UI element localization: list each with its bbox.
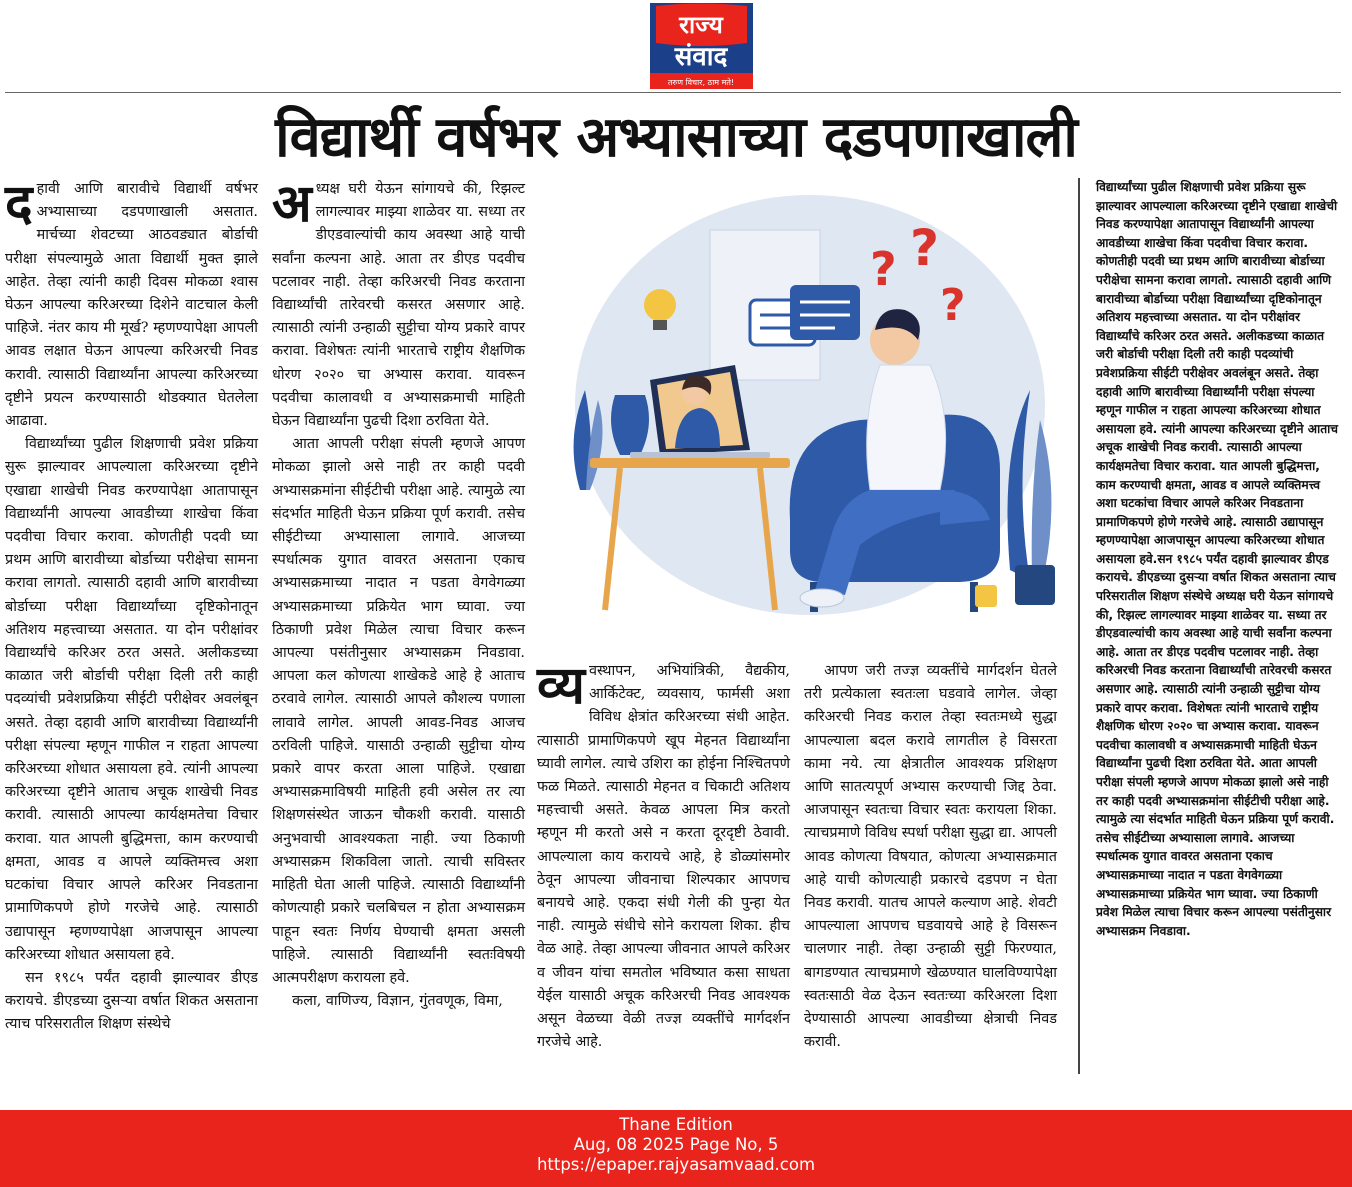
sidebar-text: विद्यार्थ्यांच्या पुढील शिक्षणाची प्रवेश प्रक्रिया सुरू झाल्यावर आपल्याला करिअरच्या दृष्टीने एखाद्या शाखेची निवड करण्यापेक्षा आतापासून विद्यार्थ्यांनी आपल्या आवडीच्या शाखेचा किंवा पदवीचा विचार करावा. कोणतीही पदवी घ्या प्रथम आणि बारावीच्या बोर्डाच्या परीक्षेचा सामना करावा लागतो. त्यासाठी दहावी आणि बारावीच्या बोर्डाच्या परीक्षा विद्यार्थ्यांच्या दृष्टिकोनातून अतिशय महत्त्वाच्या असतात. या दोन परीक्षांवर विद्यार्थ्यांचे करिअर ठरत असते. अलीकडच्या काळात जरी बोर्डाची परीक्षा दिली तरी काही पदव्यांची प्रवेशप्रक्रिया सीईटी परीक्षेवर अवलंबून असते. तेव्हा दहावी आणि बारावीच्या विद्यार्थ्यांनी परीक्षा संपल्या म्हणून गाफील न राहता आपल्या करिअरच्या शोधात असायला हवे. त्यांनी आपल्या करिअरच्या दृष्टीने आताच अचूक शाखेची निवड करावी. त्यासाठी आपल्या कार्यक्षमतेचा विचार करावा. यात आपली बुद्धिमत्ता, काम करण्याची क्षमता, आवड व आपले व्यक्तिमत्त्व अशा घटकांचा विचार आपले करिअर निवडताना प्रामाणिकपणे होणे गरजेचे आहे. त्यासाठी उद्यापासून म्हणण्यापेक्षा आजपासून आपल्या करिअरच्या शोधात असायला हवे.सन १९८५ पर्यंत दहावी झाल्यावर डीएड करायचे. डीएडच्या दुसऱ्या वर्षात शिकत असताना त्याच परिसरातील शिक्षण संस्थेचे अध्यक्ष घरी येऊन सांगायचे की, रिझल्ट लागल्यावर माझ्या शाळेवर या. सध्या तर डीएडवाल्यांची काय अवस्था आहे याची सर्वांना कल्पना आहे. आता तर डीएड पदवीच पटलावर नाही. तेव्हा करिअरची निवड करताना विद्यार्थ्यांची तारेवरची कसरत असणार आहे. त्यासाठी त्यांनी उन्हाळी सुट्टीचा योग्य प्रकारे वापर करावा. विशेषतः त्यांनी भारताचे राष्ट्रीय शैक्षणिक धोरण २०२० चा अभ्यास करावा. यावरून पदवीचा कालावधी व अभ्यासक्रमाची माहिती घेऊन विद्यार्थ्यांना पुढची दिशा ठरविता येते. आता आपली परीक्षा संपली म्हणजे आपण मोकळा झालो असे नाही तर काही पदवी अभ्यासक्रमांना सीईटीची परीक्षा आहे. त्यामुळे त्या संदर्भात माहिती घेऊन प्रक्रिया पूर्ण करावी. तसेच सीईटीच्या अभ्यासाला लागावे. आजच्या स्पर्धात्मक युगात वावरत असताना एकाच अभ्यासक्रमाच्या नादात न पडता वेगवेगळ्या अभ्यासक्रमाच्या प्रक्रियेत भाग घ्यावा. ज्या ठिकाणी प्रवेश मिळेल त्याचा विचार करून आपल्या पसंतीनुसार अभ्यासक्रम निवडावा.	[1096, 180, 1339, 938]
article-column-4	[804, 660, 1057, 1080]
paragraph: दहावी आणि बारावीचे विद्यार्थी वर्षभर अभ्यासाच्या दडपणाखाली असतात. मार्चच्या शेवटच्या आठवड्यात बोर्डाची परीक्षा संपल्यामुळे आता विद्यार्थी मुक्त झाले आहेत. तेव्हा त्यांनी काही दिवस मोकळा श्वास घेऊन आपल्या करिअरच्या दिशेने वाटचाल केली पाहिजे. नंतर काय मी मूर्ख? म्हणण्यापेक्षा आपली आवड लक्षात घेऊन आपल्या करिअरची निवड करावी. त्यासाठी विद्यार्थ्यांना आपल्या करिअरच्या दृष्टीने प्रयत्न करण्यासाठी थोडक्यात घेतलेला आढावा.	[5, 174, 258, 430]
student-stress-illustration	[560, 190, 1060, 630]
question-mark-icon: ?	[940, 280, 966, 331]
chat-bubble-icon	[790, 285, 860, 340]
paragraph: विद्यार्थ्यांच्या पुढील शिक्षणाची प्रवेश प्रक्रिया सुरू झाल्यावर आपल्याला करिअरच्या दृष्टीने एखाद्या शाखेची निवड करण्यापेक्षा आतापासून विद्यार्थ्यांनी आपल्या आवडीच्या शाखेचा किंवा पदवीचा विचार करावा. कोणतीही पदवी घ्या प्रथम आणि बारावीच्या बोर्डाच्या परीक्षेचा सामना करावा लागतो. त्यासाठी दहावी आणि बारावीच्या बोर्डाच्या परीक्षा विद्यार्थ्यांच्या दृष्टिकोनातून अतिशय महत्त्वाच्या असतात. या दोन परीक्षांवर विद्यार्थ्यांचे करिअर ठरत असते. अलीकडच्या काळात जरी बोर्डाची परीक्षा दिली तरी काही पदव्यांची प्रवेशप्रक्रिया सीईटी परीक्षेवर अवलंबून असते. तेव्हा दहावी आणि बारावीच्या विद्यार्थ्यांनी परीक्षा संपल्या म्हणून गाफील न राहता आपल्या करिअरच्या शोधात असायला हवे. त्यांनी आपल्या करिअरच्या दृष्टीने आताच अचूक शाखेची निवड करावी. त्यासाठी आपल्या कार्यक्षमतेचा विचार करावा. यात आपली बुद्धिमत्ता, काम करण्याची क्षमता, आवड व आपले व्यक्तिमत्त्व अशा घटकांचा विचार आपले करिअर निवडताना प्रामाणिकपणे होणे गरजेचे आहे. त्यासाठी उद्यापासून म्हणण्यापेक्षा आजपासून आपल्या करिअरच्या शोधात असायला हवे.	[5, 436, 258, 963]
question-mark-icon: ?	[910, 219, 940, 277]
plant-pot	[1015, 565, 1055, 605]
edition-label: Thane Edition	[619, 1115, 733, 1134]
logo-tagline: तरुण विचार, ठाम मते!	[667, 78, 735, 87]
lightbulb-icon	[644, 289, 676, 321]
date-page-label: Aug, 08 2025 Page No, 5	[573, 1135, 779, 1154]
article-column-3	[537, 656, 790, 1080]
paragraph: अध्यक्ष घरी येऊन सांगायचे की, रिझल्ट लागल्यावर माझ्या शाळेवर या. सध्या तर डीएडवाल्यांची काय अवस्था आहे याची सर्वांना कल्पना आहे. आता तर डीएड पदवीच पटलावर नाही. तेव्हा करिअरची निवड करताना विद्यार्थ्यांची तारेवरची कसरत असणार आहे. त्यासाठी त्यांनी उन्हाळी सुट्टीचा योग्य प्रकारे वापर करावा. विशेषतः त्यांनी भारताचे राष्ट्रीय शैक्षणिक धोरण २०२० चा अभ्यास करावा. यावरून पदवीचा कालावधी व अभ्यासक्रमाची माहिती घेऊन विद्यार्थ्यांना पुढची दिशा ठरविता येते.	[272, 174, 525, 430]
masthead-rule	[5, 92, 1341, 93]
rajya-samvad-logo	[650, 3, 753, 89]
paragraph: सन १९८५ पर्यंत दहावी झाल्यावर डीएड करायचे. डीएडच्या दुसऱ्या वर्षात शिकत असताना त्याच परिसरातील शिक्षण संस्थेचे	[5, 969, 258, 1033]
footer-bar	[0, 1110, 1352, 1187]
masthead	[0, 0, 1352, 92]
shoe	[800, 589, 844, 607]
laptop-base	[630, 452, 770, 458]
question-mark-icon: ?	[870, 242, 897, 296]
article-headline: विद्यार्थी वर्षभर अभ्यासाच्या दडपणाखाली	[275, 105, 1077, 170]
article-column-1	[5, 174, 258, 1088]
mug	[975, 585, 997, 607]
paragraph: व्यवस्थापन, अभियांत्रिकी, वैद्यकीय, आर्किटेक्ट, व्यवसाय, फार्मसी अशा विविध क्षेत्रांत करिअरच्या संधी आहेत. त्यासाठी प्रामाणिकपणे खूप मेहनत विद्यार्थ्यांना घ्यावी लागेल. त्याचे उशिरा का होईना निश्चितपणे फळ मिळते. त्यासाठी मेहनत व चिकाटी अतिशय महत्त्वाची असते. केवळ आपला मित्र करतो म्हणून मी करतो असे न करता दूरदृष्टी ठेवावी. आपल्याला काय करायचे आहे, हे डोळ्यांसमोर ठेवून आपल्या जीवनाचा शिल्पकार आपणच बनायचे आहे. एकदा संधी गेली की पुन्हा येत नाही. त्यामुळे संधीचे सोने करायला शिका. हीच वेळ आहे. तेव्हा आपल्या जीवनात आपले करिअर व जीवन यांचा समतोल भविष्यात कसा साधता येईल यासाठी अचूक करिअरची निवड आवश्यक असून वेळच्या वेळी तज्ज्ञ व्यक्तींचे मार्गदर्शन गरजेचे आहे.	[537, 656, 790, 1051]
vase	[611, 395, 649, 455]
article-column-2	[272, 174, 525, 1074]
desk-top	[590, 458, 790, 468]
logo-line1: राज्य	[679, 11, 723, 39]
lightbulb-base	[653, 320, 667, 330]
sidebar-summary	[1078, 178, 1340, 1074]
woman-shirt	[867, 365, 946, 490]
logo-line2: संवाद	[674, 42, 728, 72]
epaper-url[interactable]: https://epaper.rajyasamvaad.com	[536, 1155, 816, 1174]
paragraph: आपण जरी तज्ज्ञ व्यक्तींचे मार्गदर्शन घेतले तरी प्रत्येकाला स्वतःला घडवावे लागेल. जेव्हा करिअरची निवड कराल तेव्हा स्वतःमध्ये सुद्धा आपल्याला बदल करावे लागतील हे विसरता कामा नये. त्या क्षेत्रातील आवश्यक प्रशिक्षण आणि सातत्यपूर्ण अभ्यास करण्याची जिद्द ठेवा. आजपासून स्वतःचा विचार स्वतः करायला शिका. त्याचप्रमाणे विविध स्पर्धा परीक्षा सुद्धा द्या. आपली आवड कोणत्या विषयात, कोणत्या अभ्यासक्रमात आहे याची कोणत्याही प्रकारचे दडपण न घेता निवड करावी. यातच आपले कल्याण आहे. शेवटी आपल्याला आपणच घडवायचे आहे हे विसरून चालणार नाही. तेव्हा उन्हाळी सुट्टी फिरण्यात, बागडण्यात त्याचप्रमाणे खेळण्यात घालविण्यापेक्षा स्वतःसाठी वेळ देऊन स्वतःच्या करिअरला दिशा देण्यासाठी आपल्या आवडीच्या क्षेत्राची निवड करावी.	[804, 663, 1057, 1051]
paragraph: कला, वाणिज्य, विज्ञान, गुंतवणूक, विमा,	[292, 993, 503, 1010]
paragraph: आता आपली परीक्षा संपली म्हणजे आपण मोकळा झालो असे नाही तर काही पदवी अभ्यासक्रमांना सीईटीची परीक्षा आहे. त्यामुळे त्या संदर्भात माहिती घेऊन प्रक्रिया पूर्ण करावी. तसेच सीईटीच्या अभ्यासाला लागावे. आजच्या स्पर्धात्मक युगात वावरत असताना एकाच अभ्यासक्रमाच्या नादात न पडता वेगवेगळ्या अभ्यासक्रमाच्या प्रक्रियेत भाग घ्यावा. ज्या ठिकाणी प्रवेश मिळेल त्याचा विचार करून आपल्या पसंतीनुसार अभ्यासक्रम निवडावा. आपला कल कोणत्या शाखेकडे आहे हे आताच ठरवावे लागेल. त्यासाठी आपले कौशल्य पणाला लावावे लागेल. आपली आवड-निवड आजच ठरविली पाहिजे. यासाठी उन्हाळी सुट्टीचा योग्य प्रकारे वापर करता आला पाहिजे. एखाद्या अभ्यासक्रमाविषयी माहिती हवी असेल तर त्या शिक्षणसंस्थेत जाऊन चौकशी करावी. यासाठी अनुभवाची आवश्यकता नाही. ज्या ठिकाणी अभ्यासक्रम शिकविला जातो. त्याची सविस्तर माहिती घेता आली पाहिजे. त्यासाठी विद्यार्थ्यांनी कोणत्याही प्रकारे चलबिचल न होता अभ्यासक्रम पाहून स्वतः निर्णय घेण्याची क्षमता असली पाहिजे. त्यासाठी विद्यार्थ्यांनी स्वतःविषयी आत्मपरीक्षण करायला हवे.	[272, 436, 525, 986]
